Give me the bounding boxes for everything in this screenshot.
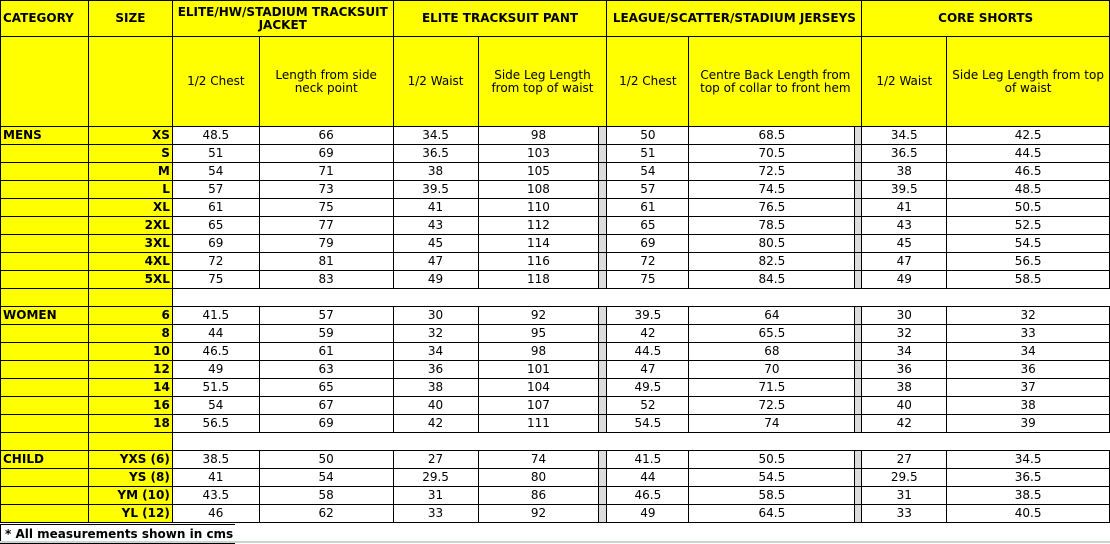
shorts-waist-value: 32	[862, 325, 947, 343]
size-label: M	[88, 163, 172, 181]
pant-waist-value: 43	[393, 217, 478, 235]
jersey-chest-value: 44.5	[607, 343, 689, 361]
column-separator	[855, 127, 862, 145]
pant-waist-value: 30	[393, 307, 478, 325]
jacket-length-value: 57	[259, 307, 393, 325]
pant-waist-value: 42	[393, 415, 478, 433]
category-header: CATEGORY	[1, 1, 89, 37]
spacer-cell	[172, 289, 1109, 307]
jersey-length-value: 58.5	[689, 487, 855, 505]
jacket-chest-value: 65	[172, 217, 259, 235]
jacket-chest-value: 46	[172, 505, 259, 523]
jacket-chest-value: 54	[172, 163, 259, 181]
category-label: WOMEN	[1, 307, 89, 325]
shorts-waist-value: 42	[862, 415, 947, 433]
pant-leg-value: 98	[478, 127, 599, 145]
shorts-leg-value: 46.5	[947, 163, 1110, 181]
shorts-waist-value: 33	[862, 505, 947, 523]
size-cell-empty	[88, 289, 172, 307]
shorts-leg-value: 36	[947, 361, 1110, 379]
column-separator	[855, 361, 862, 379]
jacket-length-value: 62	[259, 505, 393, 523]
jersey-length-value: 71.5	[689, 379, 855, 397]
column-separator	[599, 379, 607, 397]
shorts-leg-value: 34.5	[947, 451, 1110, 469]
shorts-waist-value: 38	[862, 163, 947, 181]
column-separator	[599, 325, 607, 343]
jersey-chest-value: 51	[607, 145, 689, 163]
jacket-chest-value: 57	[172, 181, 259, 199]
jersey-length-value: 82.5	[689, 253, 855, 271]
table-row	[1, 127, 1110, 145]
jersey-chest-value: 49	[607, 505, 689, 523]
subheader-pant-waist: 1/2 Waist	[393, 37, 478, 127]
size-label: XS	[88, 127, 172, 145]
shorts-leg-value: 44.5	[947, 145, 1110, 163]
table-row	[1, 181, 1110, 199]
size-label: 2XL	[88, 217, 172, 235]
jacket-length-value: 66	[259, 127, 393, 145]
table-row	[1, 415, 1110, 433]
pant-leg-value: 118	[478, 271, 599, 289]
shorts-waist-value: 40	[862, 397, 947, 415]
pant-waist-value: 34.5	[393, 127, 478, 145]
jacket-length-value: 69	[259, 415, 393, 433]
jersey-chest-value: 52	[607, 397, 689, 415]
column-separator	[599, 307, 607, 325]
column-separator	[855, 217, 862, 235]
table-row	[1, 379, 1110, 397]
jersey-length-value: 64.5	[689, 505, 855, 523]
jersey-chest-value: 39.5	[607, 307, 689, 325]
size-label: 14	[88, 379, 172, 397]
shorts-leg-value: 50.5	[947, 199, 1110, 217]
column-separator	[855, 505, 862, 523]
jersey-chest-value: 75	[607, 271, 689, 289]
jersey-length-value: 64	[689, 307, 855, 325]
pant-waist-value: 40	[393, 397, 478, 415]
pant-waist-value: 47	[393, 253, 478, 271]
spacer-cell	[172, 433, 1109, 451]
shorts-leg-value: 33	[947, 325, 1110, 343]
jersey-chest-value: 72	[607, 253, 689, 271]
jacket-chest-value: 46.5	[172, 343, 259, 361]
size-label: 18	[88, 415, 172, 433]
jersey-length-value: 74	[689, 415, 855, 433]
jersey-chest-value: 54	[607, 163, 689, 181]
jersey-length-value: 70	[689, 361, 855, 379]
size-label: YM (10)	[88, 487, 172, 505]
column-separator	[855, 181, 862, 199]
shorts-leg-value: 52.5	[947, 217, 1110, 235]
size-label: XL	[88, 199, 172, 217]
jacket-chest-value: 54	[172, 397, 259, 415]
column-separator	[855, 199, 862, 217]
jacket-length-value: 69	[259, 145, 393, 163]
column-separator	[855, 271, 862, 289]
size-label: 6	[88, 307, 172, 325]
column-separator	[599, 163, 607, 181]
shorts-waist-value: 31	[862, 487, 947, 505]
jersey-length-value: 50.5	[689, 451, 855, 469]
column-separator	[855, 163, 862, 181]
jersey-length-value: 72.5	[689, 397, 855, 415]
category-cell-empty	[1, 397, 89, 415]
shorts-leg-value: 37	[947, 379, 1110, 397]
jacket-length-value: 50	[259, 451, 393, 469]
footnote-text: * All measurements shown in cms	[0, 524, 235, 544]
pant-waist-value: 45	[393, 235, 478, 253]
jersey-chest-value: 50	[607, 127, 689, 145]
jersey-chest-value: 69	[607, 235, 689, 253]
subheader-jersey-length: Centre Back Length from top of collar to front hem	[689, 37, 862, 127]
category-cell-empty	[1, 379, 89, 397]
category-cell-empty	[1, 361, 89, 379]
shorts-waist-value: 27	[862, 451, 947, 469]
pant-leg-value: 111	[478, 415, 599, 433]
shorts-waist-value: 34.5	[862, 127, 947, 145]
column-separator	[599, 145, 607, 163]
shorts-waist-value: 45	[862, 235, 947, 253]
pant-leg-value: 110	[478, 199, 599, 217]
jacket-chest-value: 48.5	[172, 127, 259, 145]
pant-leg-value: 108	[478, 181, 599, 199]
size-label: 4XL	[88, 253, 172, 271]
table-row	[1, 343, 1110, 361]
table-row	[1, 469, 1110, 487]
shorts-leg-value: 32	[947, 307, 1110, 325]
jacket-chest-value: 49	[172, 361, 259, 379]
shorts-leg-value: 56.5	[947, 253, 1110, 271]
category-cell-empty	[1, 325, 89, 343]
column-separator	[855, 145, 862, 163]
shorts-leg-value: 40.5	[947, 505, 1110, 523]
table-row	[1, 397, 1110, 415]
jacket-length-value: 67	[259, 397, 393, 415]
pant-leg-value: 101	[478, 361, 599, 379]
subheader-jacket-chest: 1/2 Chest	[172, 37, 259, 127]
category-cell-empty	[1, 415, 89, 433]
pant-waist-value: 36	[393, 361, 478, 379]
size-label: 16	[88, 397, 172, 415]
jersey-length-value: 54.5	[689, 469, 855, 487]
jersey-chest-value: 44	[607, 469, 689, 487]
pant-waist-value: 38	[393, 163, 478, 181]
shorts-leg-value: 58.5	[947, 271, 1110, 289]
column-separator	[599, 451, 607, 469]
size-label: S	[88, 145, 172, 163]
shorts-waist-value: 49	[862, 271, 947, 289]
jacket-length-value: 75	[259, 199, 393, 217]
size-label: YS (8)	[88, 469, 172, 487]
jersey-length-value: 76.5	[689, 199, 855, 217]
shorts-leg-value: 54.5	[947, 235, 1110, 253]
category-cell-empty	[1, 217, 89, 235]
shorts-waist-value: 41	[862, 199, 947, 217]
shorts-leg-value: 36.5	[947, 469, 1110, 487]
category-cell-empty	[1, 163, 89, 181]
shorts-leg-value: 38.5	[947, 487, 1110, 505]
column-separator	[599, 199, 607, 217]
table-row	[1, 253, 1110, 271]
shorts-waist-value: 39.5	[862, 181, 947, 199]
jersey-length-value: 70.5	[689, 145, 855, 163]
jersey-length-value: 78.5	[689, 217, 855, 235]
group-header-jacket: ELITE/HW/STADIUM TRACKSUIT JACKET	[172, 1, 393, 37]
group-header-pant: ELITE TRACKSUIT PANT	[393, 1, 607, 37]
category-cell-empty	[1, 487, 89, 505]
column-separator	[855, 343, 862, 361]
jacket-length-value: 81	[259, 253, 393, 271]
subheader-jersey-chest: 1/2 Chest	[607, 37, 689, 127]
table-row	[1, 487, 1110, 505]
jersey-chest-value: 54.5	[607, 415, 689, 433]
pant-waist-value: 36.5	[393, 145, 478, 163]
column-separator	[599, 271, 607, 289]
jersey-length-value: 84.5	[689, 271, 855, 289]
group-header-jerseys: LEAGUE/SCATTER/STADIUM JERSEYS	[607, 1, 862, 37]
column-separator	[855, 415, 862, 433]
pant-waist-value: 32	[393, 325, 478, 343]
pant-leg-value: 104	[478, 379, 599, 397]
table-row	[1, 325, 1110, 343]
jacket-length-value: 54	[259, 469, 393, 487]
size-label: YL (12)	[88, 505, 172, 523]
size-header-blank	[88, 37, 172, 127]
category-cell-empty	[1, 271, 89, 289]
column-separator	[599, 235, 607, 253]
category-cell-empty	[1, 343, 89, 361]
pant-leg-value: 98	[478, 343, 599, 361]
size-label: 8	[88, 325, 172, 343]
column-separator	[599, 127, 607, 145]
footnote	[0, 523, 235, 541]
pant-leg-value: 103	[478, 145, 599, 163]
table-row	[1, 271, 1110, 289]
jacket-length-value: 73	[259, 181, 393, 199]
column-separator	[599, 217, 607, 235]
pant-leg-value: 86	[478, 487, 599, 505]
jersey-length-value: 65.5	[689, 325, 855, 343]
shorts-waist-value: 36.5	[862, 145, 947, 163]
pant-leg-value: 95	[478, 325, 599, 343]
jersey-chest-value: 47	[607, 361, 689, 379]
category-cell-empty	[1, 181, 89, 199]
jersey-chest-value: 41.5	[607, 451, 689, 469]
jacket-chest-value: 51	[172, 145, 259, 163]
jacket-length-value: 83	[259, 271, 393, 289]
jacket-length-value: 65	[259, 379, 393, 397]
jacket-chest-value: 69	[172, 235, 259, 253]
jersey-length-value: 72.5	[689, 163, 855, 181]
jacket-chest-value: 72	[172, 253, 259, 271]
column-separator	[599, 505, 607, 523]
jacket-chest-value: 41	[172, 469, 259, 487]
jacket-chest-value: 44	[172, 325, 259, 343]
size-label: 10	[88, 343, 172, 361]
jersey-chest-value: 42	[607, 325, 689, 343]
pant-leg-value: 80	[478, 469, 599, 487]
jersey-length-value: 68.5	[689, 127, 855, 145]
spacer-row	[1, 289, 1110, 307]
table-row	[1, 217, 1110, 235]
column-separator	[855, 487, 862, 505]
shorts-waist-value: 38	[862, 379, 947, 397]
category-header-blank	[1, 37, 89, 127]
jacket-chest-value: 75	[172, 271, 259, 289]
jacket-length-value: 63	[259, 361, 393, 379]
jacket-chest-value: 51.5	[172, 379, 259, 397]
jacket-length-value: 71	[259, 163, 393, 181]
table-row	[1, 163, 1110, 181]
jacket-chest-value: 38.5	[172, 451, 259, 469]
pant-waist-value: 39.5	[393, 181, 478, 199]
size-cell-empty	[88, 433, 172, 451]
jersey-chest-value: 57	[607, 181, 689, 199]
column-separator	[599, 397, 607, 415]
table-row	[1, 307, 1110, 325]
pant-waist-value: 41	[393, 199, 478, 217]
column-separator	[855, 379, 862, 397]
table-row	[1, 505, 1110, 523]
size-label: 3XL	[88, 235, 172, 253]
category-cell-empty	[1, 469, 89, 487]
column-separator	[855, 451, 862, 469]
category-label: CHILD	[1, 451, 89, 469]
pant-leg-value: 114	[478, 235, 599, 253]
shorts-waist-value: 43	[862, 217, 947, 235]
subheader-pant-leg: Side Leg Length from top of waist	[478, 37, 607, 127]
group-header-shorts: CORE SHORTS	[862, 1, 1110, 37]
shorts-waist-value: 29.5	[862, 469, 947, 487]
pant-leg-value: 107	[478, 397, 599, 415]
jersey-length-value: 80.5	[689, 235, 855, 253]
category-cell-empty	[1, 289, 89, 307]
pant-leg-value: 116	[478, 253, 599, 271]
shorts-leg-value: 38	[947, 397, 1110, 415]
pant-waist-value: 34	[393, 343, 478, 361]
jacket-length-value: 79	[259, 235, 393, 253]
subheader-shorts-waist: 1/2 Waist	[862, 37, 947, 127]
category-cell-empty	[1, 199, 89, 217]
pant-leg-value: 74	[478, 451, 599, 469]
column-separator	[855, 397, 862, 415]
subheader-shorts-leg: Side Leg Length from top of waist	[947, 37, 1110, 127]
pant-leg-value: 92	[478, 307, 599, 325]
table-row	[1, 451, 1110, 469]
shorts-waist-value: 30	[862, 307, 947, 325]
column-separator	[855, 307, 862, 325]
size-label: 5XL	[88, 271, 172, 289]
jacket-length-value: 59	[259, 325, 393, 343]
column-separator	[855, 325, 862, 343]
shorts-leg-value: 48.5	[947, 181, 1110, 199]
category-cell-empty	[1, 145, 89, 163]
pant-leg-value: 105	[478, 163, 599, 181]
pant-waist-value: 27	[393, 451, 478, 469]
pant-waist-value: 33	[393, 505, 478, 523]
size-label: L	[88, 181, 172, 199]
shorts-waist-value: 47	[862, 253, 947, 271]
pant-waist-value: 29.5	[393, 469, 478, 487]
column-separator	[599, 415, 607, 433]
shorts-waist-value: 34	[862, 343, 947, 361]
column-separator	[599, 253, 607, 271]
table-row	[1, 361, 1110, 379]
column-separator	[599, 361, 607, 379]
spacer-row	[1, 433, 1110, 451]
pant-leg-value: 92	[478, 505, 599, 523]
shorts-leg-value: 34	[947, 343, 1110, 361]
column-separator	[855, 235, 862, 253]
jersey-chest-value: 65	[607, 217, 689, 235]
jacket-chest-value: 61	[172, 199, 259, 217]
table-row	[1, 199, 1110, 217]
category-cell-empty	[1, 235, 89, 253]
shorts-leg-value: 42.5	[947, 127, 1110, 145]
shorts-waist-value: 36	[862, 361, 947, 379]
size-label: YXS (6)	[88, 451, 172, 469]
pant-waist-value: 38	[393, 379, 478, 397]
pant-leg-value: 112	[478, 217, 599, 235]
column-separator	[855, 469, 862, 487]
table-body	[1, 127, 1110, 523]
jacket-length-value: 58	[259, 487, 393, 505]
shorts-leg-value: 39	[947, 415, 1110, 433]
pant-waist-value: 49	[393, 271, 478, 289]
jersey-length-value: 68	[689, 343, 855, 361]
category-label: MENS	[1, 127, 89, 145]
jacket-length-value: 77	[259, 217, 393, 235]
column-separator	[599, 487, 607, 505]
column-separator	[599, 343, 607, 361]
column-separator	[855, 253, 862, 271]
table-row	[1, 145, 1110, 163]
category-cell-empty	[1, 253, 89, 271]
size-label: 12	[88, 361, 172, 379]
column-separator	[599, 181, 607, 199]
category-cell-empty	[1, 433, 89, 451]
pant-waist-value: 31	[393, 487, 478, 505]
column-separator	[599, 469, 607, 487]
jersey-chest-value: 61	[607, 199, 689, 217]
jersey-chest-value: 46.5	[607, 487, 689, 505]
subheader-jacket-length: Length from side neck point	[259, 37, 393, 127]
jacket-chest-value: 41.5	[172, 307, 259, 325]
jersey-length-value: 74.5	[689, 181, 855, 199]
table-row	[1, 235, 1110, 253]
jacket-chest-value: 43.5	[172, 487, 259, 505]
jacket-length-value: 61	[259, 343, 393, 361]
size-header: SIZE	[88, 1, 172, 37]
category-cell-empty	[1, 505, 89, 523]
jacket-chest-value: 56.5	[172, 415, 259, 433]
jersey-chest-value: 49.5	[607, 379, 689, 397]
